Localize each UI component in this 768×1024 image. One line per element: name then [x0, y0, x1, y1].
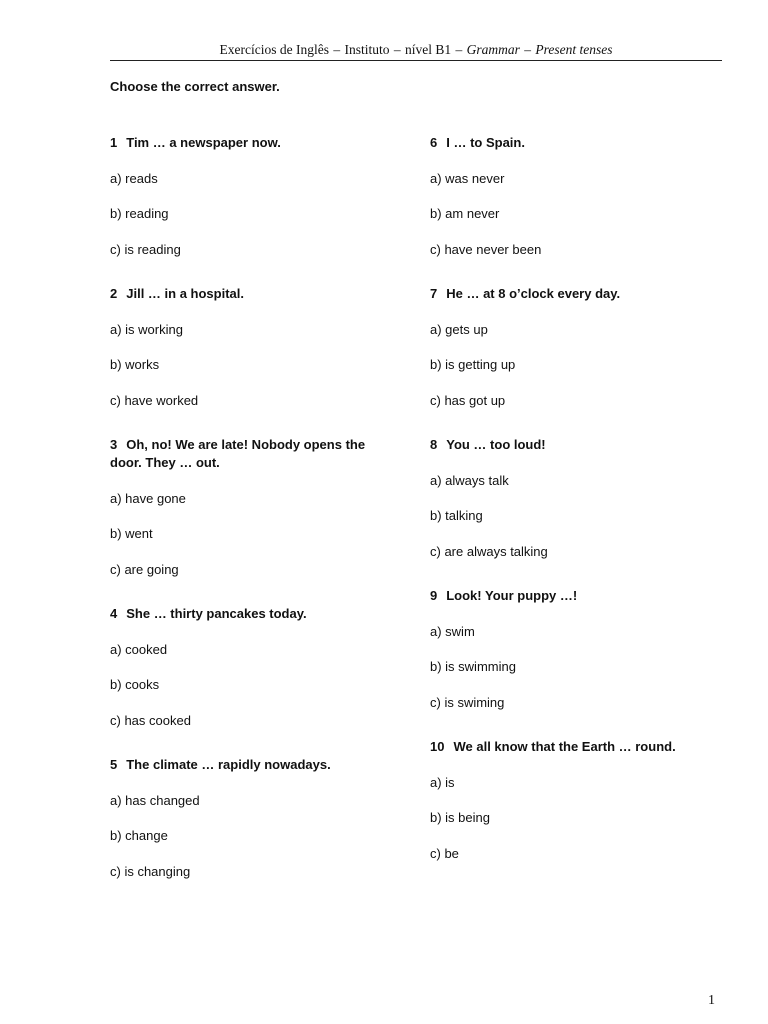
answer-option: c) is reading — [110, 241, 181, 257]
question-text: Tim … a newspaper now. — [126, 135, 281, 150]
question-number: 7 — [430, 286, 438, 301]
answer-option: c) are going — [110, 561, 179, 577]
question-number: 10 — [430, 739, 445, 754]
question-prompt — [430, 587, 730, 605]
answer-option: c) has got up — [430, 392, 506, 408]
answer-option: b) change — [110, 828, 168, 843]
page-number: 1 — [708, 993, 715, 1008]
answer-option: a) swim — [430, 623, 475, 639]
question-block — [110, 134, 400, 259]
header-topic: Grammar — [466, 42, 520, 57]
question-text: Oh, no! We are late! Nobody opens the door. They … out. — [110, 437, 366, 470]
instruction-text: Choose the correct answer. — [110, 79, 280, 94]
question-number: 9 — [430, 588, 438, 603]
answer-option: a) always talk — [430, 472, 509, 488]
question-block — [110, 605, 400, 730]
header-subtopic: Present tenses — [535, 42, 613, 57]
question-prompt — [110, 436, 400, 472]
question-text: He … at 8 o’clock every day. — [446, 286, 621, 301]
answer-option: a) have gone — [110, 490, 186, 506]
question-number: 5 — [110, 757, 118, 772]
question-block — [430, 738, 730, 863]
question-text: The climate … rapidly nowadays. — [126, 757, 331, 772]
answer-option: c) have worked — [110, 392, 199, 408]
question-block — [430, 285, 730, 410]
answer-option: a) is — [430, 774, 455, 790]
header-institute: Instituto — [344, 42, 390, 57]
question-prompt — [430, 436, 730, 454]
page-header — [110, 40, 722, 61]
questions-right-column — [430, 134, 730, 889]
answer-option: a) gets up — [430, 321, 488, 337]
question-number: 4 — [110, 606, 118, 621]
answer-option: b) am never — [430, 206, 500, 221]
answer-option: b) is being — [430, 810, 490, 825]
answer-option: c) have never been — [430, 241, 542, 257]
question-prompt — [110, 605, 400, 623]
answer-option: b) is getting up — [430, 357, 516, 372]
header-separator: – — [520, 42, 535, 57]
question-number: 2 — [110, 286, 118, 301]
answer-option: a) has changed — [110, 792, 200, 808]
question-prompt — [430, 738, 730, 756]
header-separator: – — [390, 42, 404, 57]
header-separator: – — [452, 42, 466, 57]
question-number: 8 — [430, 437, 438, 452]
question-prompt — [110, 134, 400, 152]
answer-option: b) reading — [110, 206, 169, 221]
answer-option: b) cooks — [110, 677, 160, 692]
answer-option: b) went — [110, 526, 153, 541]
answer-option: c) has cooked — [110, 712, 191, 728]
answer-option: b) talking — [430, 508, 483, 523]
question-number: 3 — [110, 437, 118, 452]
header-separator: – — [329, 42, 344, 57]
question-text: Jill … in a hospital. — [126, 286, 244, 301]
question-prompt — [430, 134, 730, 152]
question-block — [110, 285, 400, 410]
question-text: Look! Your puppy …! — [446, 588, 578, 603]
header-level: nível B1 — [404, 42, 452, 57]
question-block — [110, 436, 400, 579]
question-block — [430, 436, 730, 561]
answer-option: a) reads — [110, 170, 158, 186]
question-text: We all know that the Earth … round. — [453, 739, 676, 754]
question-text: You … too loud! — [446, 437, 546, 452]
question-prompt — [430, 285, 730, 303]
question-prompt — [110, 756, 400, 774]
answer-option: c) are always talking — [430, 543, 548, 559]
answer-option: a) cooked — [110, 641, 168, 657]
answer-option: a) was never — [430, 170, 505, 186]
question-prompt — [110, 285, 400, 303]
answer-option: c) is changing — [110, 863, 191, 879]
question-block — [430, 587, 730, 712]
question-number: 1 — [110, 135, 118, 150]
question-text: She … thirty pancakes today. — [126, 606, 307, 621]
header-course: Exercícios de Inglês — [219, 42, 329, 57]
questions-left-column — [110, 134, 400, 907]
question-text: I … to Spain. — [446, 135, 525, 150]
answer-option: b) is swimming — [430, 659, 516, 674]
answer-option: a) is working — [110, 321, 183, 337]
answer-option: c) be — [430, 845, 459, 861]
answer-option: b) works — [110, 357, 160, 372]
answer-option: c) is swiming — [430, 694, 505, 710]
question-block — [430, 134, 730, 259]
question-block — [110, 756, 400, 881]
question-number: 6 — [430, 135, 438, 150]
